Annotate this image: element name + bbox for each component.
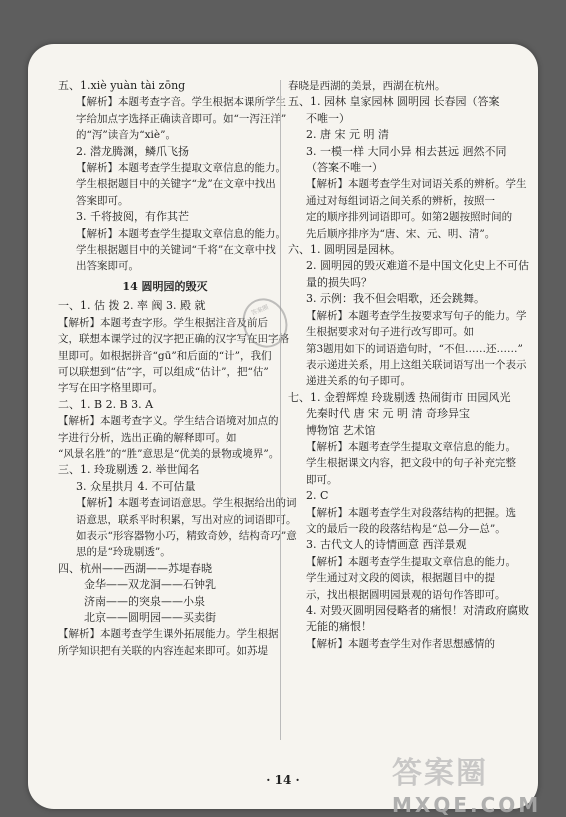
text-line: 四、杭州——西湖——苏堤春晓: [58, 561, 212, 575]
text-line: 定的顺序排列词语即可。如第2题按照时间的: [306, 211, 513, 224]
text-line: 14 圆明园的毁灭: [122, 279, 208, 293]
text-line: 【解析】本题考查字形。学生根据注音及前后: [58, 316, 268, 329]
text-line: 可以联想到“估”字，可以组成“估计”，把“估”: [58, 365, 269, 378]
text-line: 七、1. 金碧辉煌 玲珑剔透 热闹街市 田园风光: [288, 390, 511, 404]
watermark-logo-text: 答案圈: [392, 756, 488, 791]
text-line: 五、1. 园林 皇家园林 圆明园 长春园（答案: [288, 95, 500, 109]
text-line: 【解析】本题考查学生课外拓展能力。学生根据: [58, 628, 279, 641]
text-line: 【解析】本题考查学生提取文章信息的能力。: [76, 227, 286, 240]
text-line: 【解析】本题考查字音。学生根据本课所学生: [76, 96, 286, 109]
text-line: 3. 示例：我不但会唱歌，还会跳舞。: [306, 292, 485, 306]
text-line: 一、1. 估 拨 2. 率 阀 3. 殿 就: [58, 299, 206, 313]
text-line: 思的是“玲珑剔透”。: [76, 546, 171, 559]
watermark-url: MXQE.COM: [392, 793, 542, 817]
text-line: 答案即可。: [76, 194, 129, 207]
text-line: 金华——双龙洞——石钟乳: [84, 578, 216, 592]
text-line: 学生根据题目中的关键词“千将”在文章中找: [76, 244, 276, 257]
text-line: 【解析】本题考查字义。学生结合语境对加点的: [58, 415, 279, 428]
text-line: 无能的痛恨！: [306, 620, 372, 634]
text-line: 如表示“形容器物小巧，精致奇妙，结构奇巧”意: [76, 529, 297, 542]
text-line: 表示递进关系，用上这组关联词语写出一个表示: [306, 358, 527, 371]
column-divider: [280, 80, 281, 740]
text-line: 2. 潜龙腾渊，鳞爪飞扬: [76, 144, 189, 158]
right-column: [288, 78, 529, 652]
text-line: 即可。: [306, 473, 338, 486]
text-line: 先秦时代 唐 宋 元 明 清 奇珍异宝: [306, 407, 470, 421]
text-line: 学生通过对文段的阅读，根据题目中的提: [306, 572, 495, 585]
text-line: 字写在田字格里即可。: [58, 382, 163, 395]
text-line: 3. 众星拱月 4. 不可估量: [76, 479, 196, 493]
text-line: 4. 对毁灭圆明园侵略者的痛恨！对清政府腐败: [306, 604, 529, 617]
text-line: 北京——圆明园——买卖街: [84, 611, 216, 624]
text-line: 文的最后一段的段落结构是“总—分—总”。: [306, 522, 506, 535]
text-line: 所学知识把有关联的内容连起来即可。如苏堤: [58, 644, 268, 657]
text-line: 学生根据课文内容，把文段中的句子补充完整: [306, 457, 516, 470]
left-column: [58, 78, 297, 659]
text-line: 字给加点字选择正确读音即可。如“一泻汪洋”: [76, 112, 287, 125]
text-line: 语意思，联系平时积累，写出对应的词语即可。: [76, 513, 297, 526]
text-line: 2. C: [306, 489, 329, 503]
stamp-watermark: 答案圈: [235, 292, 295, 355]
text-line: 二、1. B 2. B 3. A: [58, 397, 154, 411]
text-line: 3. 一模一样 大同小异 相去甚远 迥然不同: [306, 144, 507, 158]
text-line: （答案不唯一）: [306, 161, 383, 175]
text-line: 学生根据题目中的关键字“龙”在文章中找出: [76, 178, 276, 191]
text-line: 2. 圆明园的毁灭难道不是中国文化史上不可估: [306, 259, 529, 273]
text-line: 【解析】本题考查学生按要求写句子的能力。学: [306, 309, 527, 322]
text-line: 【解析】本题考查学生对段落结构的把握。选: [306, 506, 516, 519]
page-number: · 14 ·: [266, 773, 300, 787]
text-line: 生根据要求对句子进行改写即可。如: [306, 326, 474, 339]
site-watermark: [392, 756, 562, 817]
text-line: 济南——的突泉——小泉: [84, 594, 205, 608]
text-line: 第3题用如下的词语造句时，“不但……还……”: [306, 342, 523, 355]
text-line: 的“泻”读音为“xiè”。: [76, 129, 176, 142]
text-line: 递进关系的句子即可。: [306, 375, 411, 388]
text-line: 里即可。如根据拼音“gū”和后面的“计”，我们: [58, 349, 272, 362]
text-line: 不唯一）: [306, 111, 350, 125]
text-line: 【解析】本题考查学生提取文章信息的能力。: [76, 162, 286, 175]
text-line: 五、1.xiè yuàn tài zōng: [58, 79, 186, 92]
text-line: 【解析】本题考查学生对词语关系的辨析。学生: [306, 178, 527, 191]
text-line: 通过对每组词语之间关系的辨析，按照一: [306, 194, 495, 207]
text-line: 3. 千将披阅，有作其芒: [76, 210, 189, 224]
text-line: 三、1. 玲珑剔透 2. 举世闻名: [58, 463, 200, 477]
text-line: 3. 古代文人的诗情画意 西洋景观: [306, 538, 467, 552]
text-line: 【解析】本题考查词语意思。学生根据给出的词: [76, 497, 297, 510]
text-line: 出答案即可。: [76, 260, 139, 273]
text-line: 2. 唐 宋 元 明 清: [306, 128, 389, 142]
text-line: 量的损失吗？: [306, 275, 372, 289]
text-line: 【解析】本题考查学生提取文章信息的能力。: [306, 555, 516, 568]
text-line: 字进行分析，选出正确的解释即可。如: [58, 431, 237, 444]
text-line: 先后顺序排序为“唐、宋、元、明、清”。: [306, 227, 496, 240]
text-line: 【解析】本题考查学生对作者思想感情的: [306, 637, 495, 650]
text-line: 春晓是西湖的美景，西湖在杭州。: [288, 80, 446, 92]
text-line: 文，联想本课学过的汉字把正确的汉字写在田字格: [58, 333, 289, 346]
text-line: 六、1. 圆明园是园林。: [288, 243, 401, 257]
text-line: 【解析】本题考查学生提取文章信息的能力。: [306, 440, 516, 453]
text-line: 示，找出根据圆明园景观的语句作答即可。: [306, 588, 506, 601]
text-line: 博物馆 艺术馆: [306, 423, 376, 437]
text-line: “风景名胜”的“胜”意思是“优美的景物或境界”。: [58, 447, 280, 460]
